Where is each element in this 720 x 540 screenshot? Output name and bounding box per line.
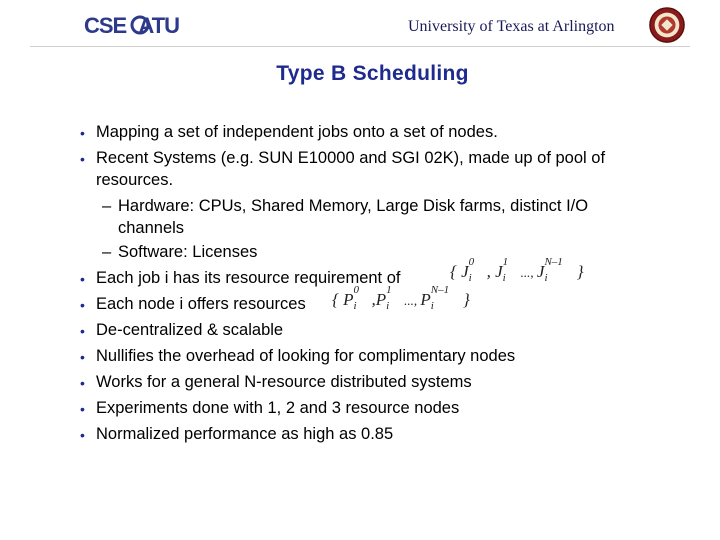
bullet-icon: •	[80, 271, 85, 287]
bullet-icon: •	[80, 323, 85, 339]
bullet-icon: •	[80, 401, 85, 417]
cse-uta-logo	[84, 10, 184, 40]
dash-icon: –	[102, 197, 112, 215]
bullet-icon: •	[80, 151, 85, 167]
bullet-icon: •	[80, 349, 85, 365]
bullet-icon: •	[80, 375, 85, 391]
svg-text:CSE: CSE	[84, 13, 127, 38]
header-divider	[30, 46, 690, 47]
bullet-icon: •	[80, 125, 85, 141]
bullet-continuation: resources.	[96, 171, 174, 189]
bullet-icon: •	[80, 297, 85, 313]
sub-bullet-continuation: channels	[118, 219, 185, 237]
slide-title: Type B Scheduling	[276, 62, 469, 85]
node-resources-formula: { P 0 i ,P 1 i ..., P N–1 i }	[332, 284, 470, 312]
job-requirement-formula: { J 0 i , J 1 i ..., J N–1 i }	[450, 256, 584, 284]
university-name: University of Texas at Arlington	[408, 18, 615, 35]
university-seal-icon	[648, 6, 686, 44]
dash-icon: –	[102, 243, 112, 261]
svg-text:UTA: UTA	[139, 13, 180, 38]
bullet-icon: •	[80, 427, 85, 443]
